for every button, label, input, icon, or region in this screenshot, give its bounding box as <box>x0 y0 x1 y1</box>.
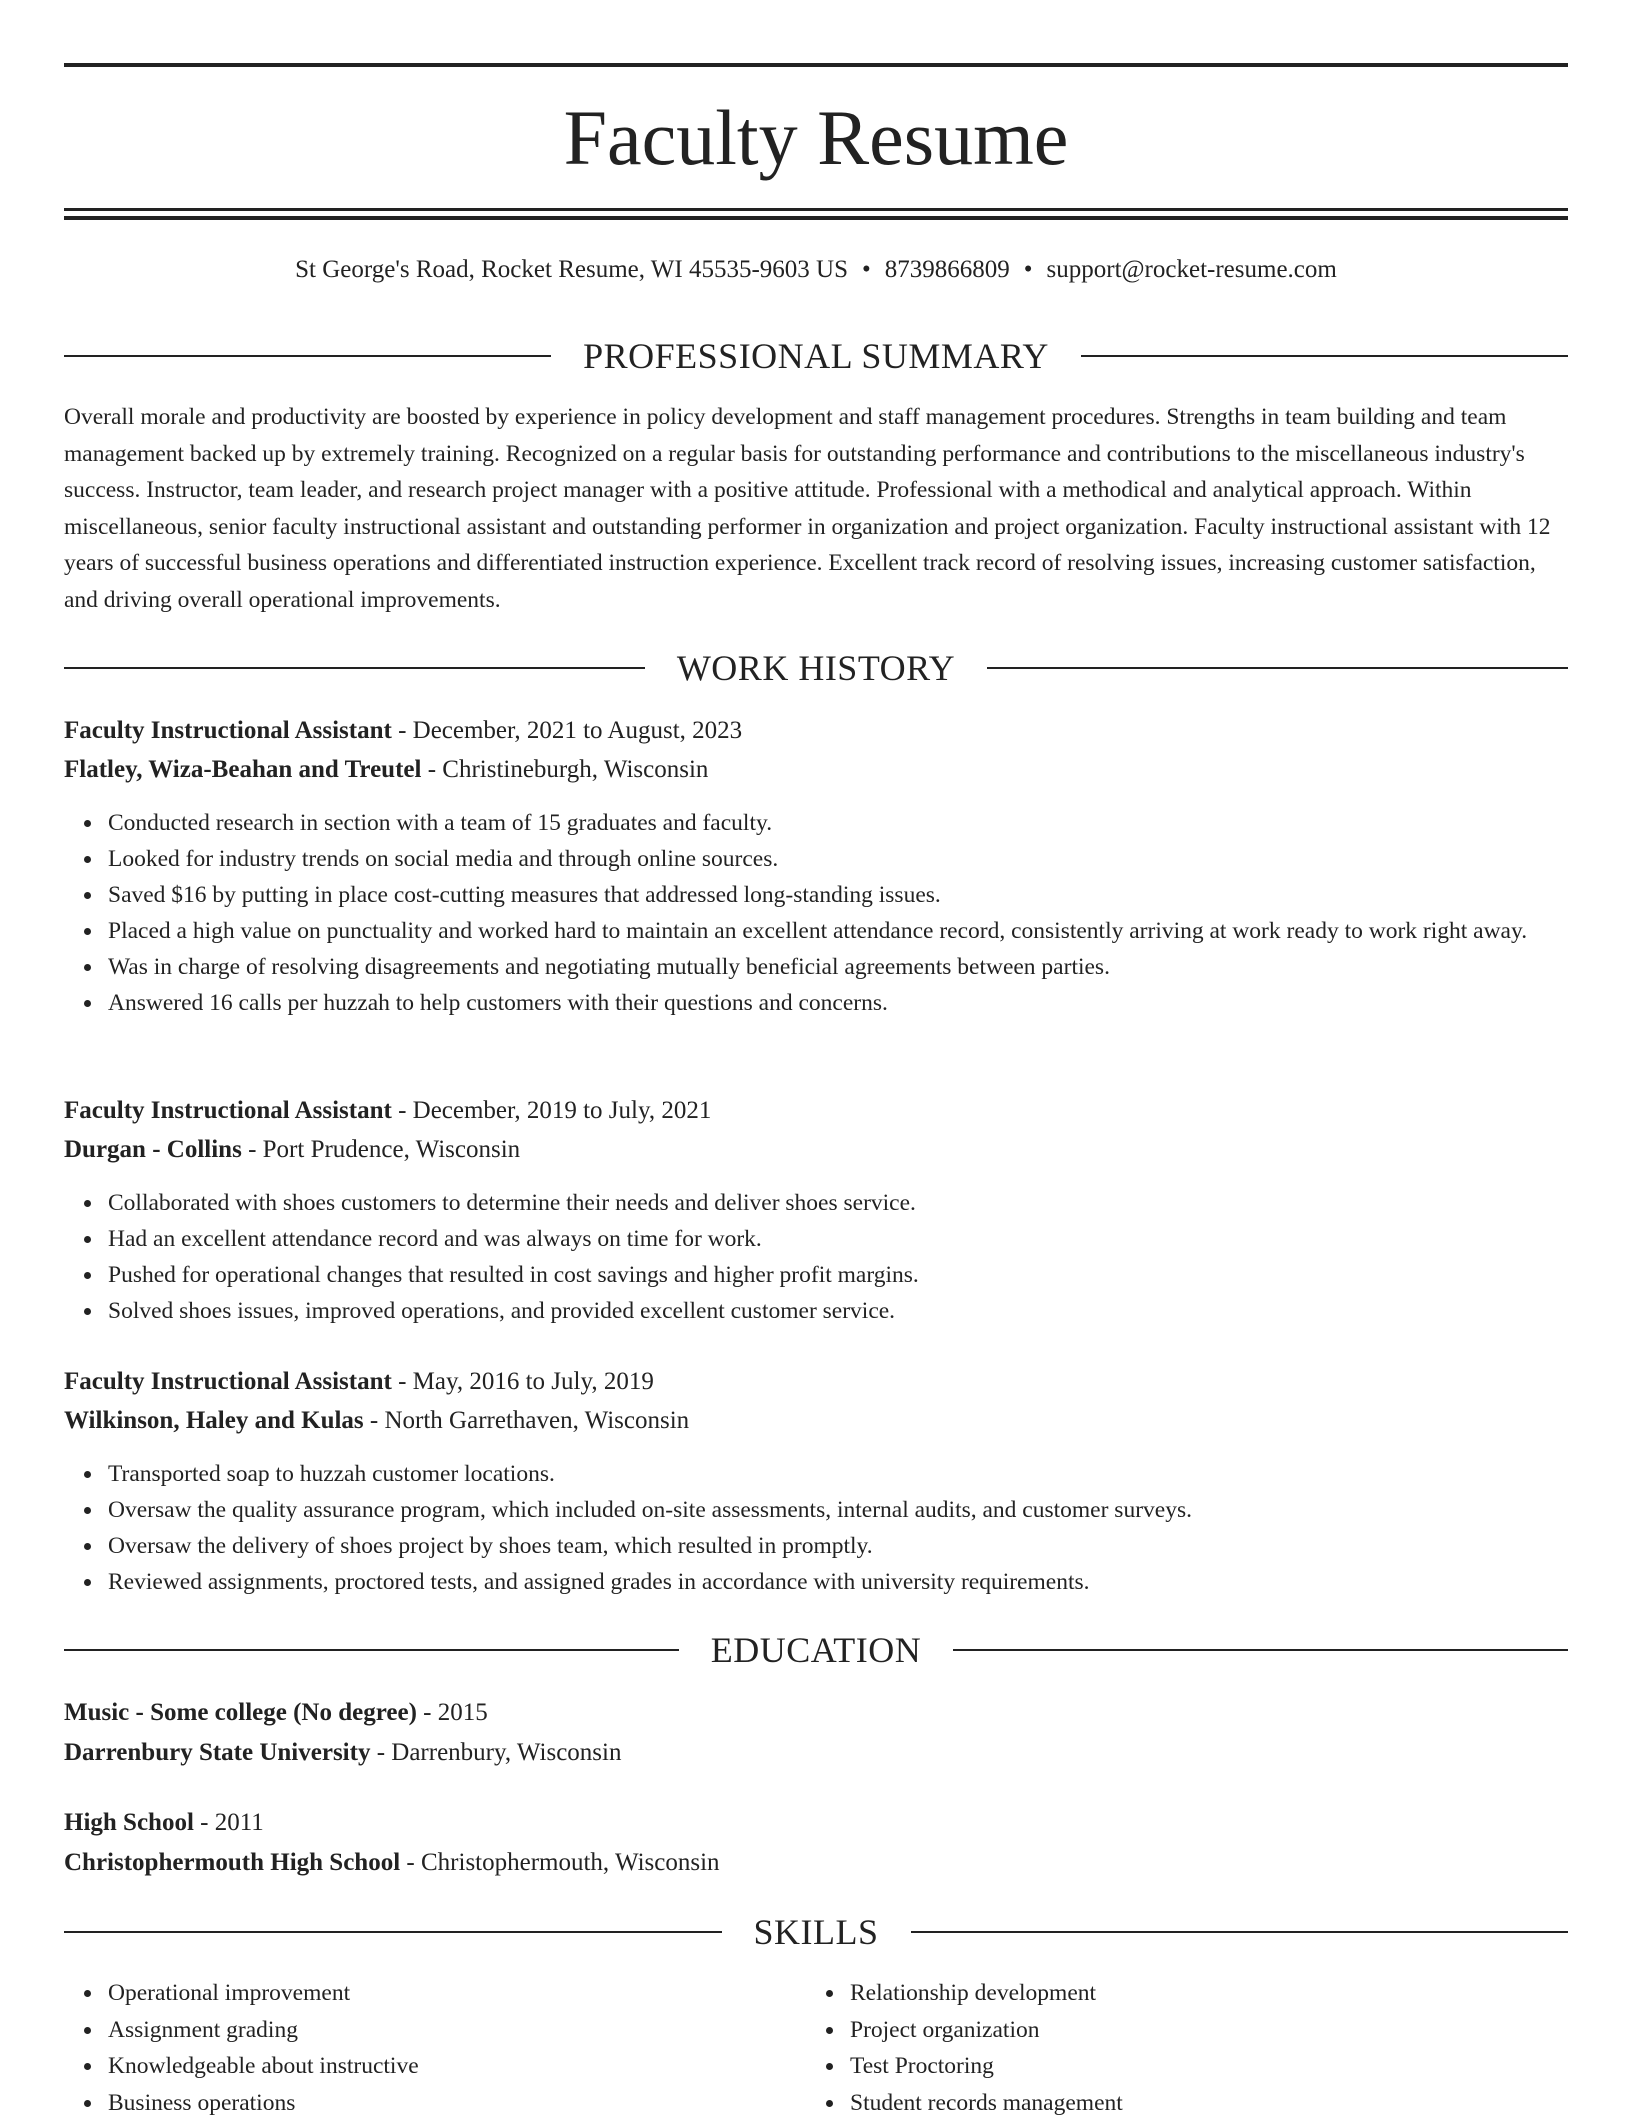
section-title: EDUCATION <box>679 1628 953 1672</box>
job-dates: - December, 2021 to August, 2023 <box>392 717 742 744</box>
header-top-rule <box>64 63 1568 67</box>
section-heading-skills <box>64 1910 1568 1954</box>
job-duties-list <box>64 805 1568 1021</box>
divider-line <box>953 1649 1568 1651</box>
list-item: Placed a high value on punctuality and worked hard to maintain an excellent attendance record, consistently arriving at work ready to work right away. <box>108 913 1568 949</box>
header-bottom-rule <box>64 208 1568 211</box>
list-item: Was in charge of resolving disagreements and negotiating mutually beneficial agreements between parties. <box>108 949 1568 985</box>
job-title-line <box>64 1093 1568 1129</box>
contact-line <box>64 252 1568 288</box>
education-degree: Music - Some college (No degree) <box>64 1699 417 1726</box>
job-location: - Port Prudence, Wisconsin <box>242 1136 520 1163</box>
divider-line <box>987 667 1568 669</box>
list-item: Reviewed assignments, proctored tests, and assigned grades in accordance with university requirements. <box>108 1564 1568 1600</box>
job-title-line <box>64 713 1568 749</box>
list-item: Pushed for operational changes that resulted in cost savings and higher profit margins. <box>108 1257 1568 1293</box>
contact-separator: • <box>862 252 871 288</box>
education-year: - 2011 <box>194 1809 264 1836</box>
job-title: Faculty Instructional Assistant <box>64 717 392 744</box>
list-item: Had an excellent attendance record and was always on time for work. <box>108 1221 1568 1257</box>
skills-list-left <box>64 1975 764 2121</box>
list-item: Looked for industry trends on social media and through online sources. <box>108 841 1568 877</box>
contact-address: St George's Road, Rocket Resume, WI 45535-9603 US <box>295 256 848 283</box>
job-company: Durgan - Collins <box>64 1136 242 1163</box>
job-company: Wilkinson, Haley and Kulas <box>64 1407 364 1434</box>
contact-separator: • <box>1024 252 1033 288</box>
skill-item: Project organization <box>850 2012 1506 2049</box>
contact-phone[interactable]: 8739866809 <box>885 256 1010 283</box>
education-degree-line <box>64 1695 1568 1731</box>
education-location: - Christophermouth, Wisconsin <box>400 1849 719 1876</box>
job-duties-list <box>64 1456 1568 1600</box>
job-duties-list <box>64 1185 1568 1329</box>
skill-item: Relationship development <box>850 1975 1506 2012</box>
education-school-line <box>64 1845 1568 1881</box>
list-item: Saved $16 by putting in place cost-cutting measures that addressed long-standing issues. <box>108 877 1568 913</box>
section-heading-work-history <box>64 646 1568 690</box>
job-title-line <box>64 1364 1568 1400</box>
contact-email[interactable]: support@rocket-resume.com <box>1047 256 1337 283</box>
job-company-line <box>64 1403 1568 1439</box>
education-school-line <box>64 1735 1568 1771</box>
education-location: - Darrenbury, Wisconsin <box>370 1739 621 1766</box>
skill-item: Test Proctoring <box>850 2048 1506 2085</box>
list-item: Answered 16 calls per huzzah to help customers with their questions and concerns. <box>108 985 1568 1021</box>
job-title: Faculty Instructional Assistant <box>64 1368 392 1395</box>
job-company-line <box>64 1132 1568 1168</box>
education-year: - 2015 <box>417 1699 488 1726</box>
job-title: Faculty Instructional Assistant <box>64 1097 392 1124</box>
job-company-line <box>64 752 1568 788</box>
skill-item: Assignment grading <box>108 2012 764 2049</box>
skill-item: Knowledgeable about instructive <box>108 2048 764 2085</box>
list-item: Transported soap to huzzah customer locations. <box>108 1456 1568 1492</box>
job-dates: - May, 2016 to July, 2019 <box>392 1368 654 1395</box>
section-title: WORK HISTORY <box>645 646 987 690</box>
divider-line <box>64 1931 722 1933</box>
skills-list-right <box>806 1975 1506 2121</box>
divider-line <box>64 1649 679 1651</box>
divider-line <box>64 355 551 357</box>
list-item: Oversaw the quality assurance program, which included on-site assessments, internal audits, and customer surveys. <box>108 1492 1568 1528</box>
skill-item: Student records management <box>850 2085 1506 2121</box>
resume-title: Faculty Resume <box>64 88 1568 188</box>
education-degree-line <box>64 1805 1568 1841</box>
divider-line <box>1081 355 1568 357</box>
list-item: Collaborated with shoes customers to determine their needs and deliver shoes service. <box>108 1185 1568 1221</box>
header-bottom-rule-thick <box>64 216 1568 220</box>
skill-item: Operational improvement <box>108 1975 764 2012</box>
section-title: SKILLS <box>722 1910 911 1954</box>
summary-text: Overall morale and productivity are boosted by experience in policy development and staff management procedures. Strengths in team building and team management backed up by extremely training. Recognized on a regular basis for outstanding performance and contributions to the miscellaneous industry's success. Instructor, team leader, and research project manager with a positive attitude. Professional with a methodical and analytical approach. Within miscellaneous, senior faculty instructional assistant and outstanding performer in organization and project organization. Faculty instructional assistant with 12 years of successful business operations and differentiated instruction experience. Excellent track record of resolving issues, increasing customer satisfaction, and driving overall operational improvements. <box>64 399 1568 618</box>
education-degree: High School <box>64 1809 194 1836</box>
job-location: - Christineburgh, Wisconsin <box>421 756 708 783</box>
section-heading-education <box>64 1628 1568 1672</box>
job-company: Flatley, Wiza-Beahan and Treutel <box>64 756 421 783</box>
job-location: - North Garrethaven, Wisconsin <box>364 1407 690 1434</box>
list-item: Oversaw the delivery of shoes project by shoes team, which resulted in promptly. <box>108 1528 1568 1564</box>
list-item: Conducted research in section with a team of 15 graduates and faculty. <box>108 805 1568 841</box>
section-title: PROFESSIONAL SUMMARY <box>551 334 1081 378</box>
divider-line <box>64 667 645 669</box>
skill-item: Business operations <box>108 2085 764 2121</box>
section-heading-summary <box>64 334 1568 378</box>
divider-line <box>911 1931 1569 1933</box>
education-school: Christophermouth High School <box>64 1849 400 1876</box>
list-item: Solved shoes issues, improved operations, and provided excellent customer service. <box>108 1293 1568 1329</box>
job-dates: - December, 2019 to July, 2021 <box>392 1097 712 1124</box>
education-school: Darrenbury State University <box>64 1739 370 1766</box>
